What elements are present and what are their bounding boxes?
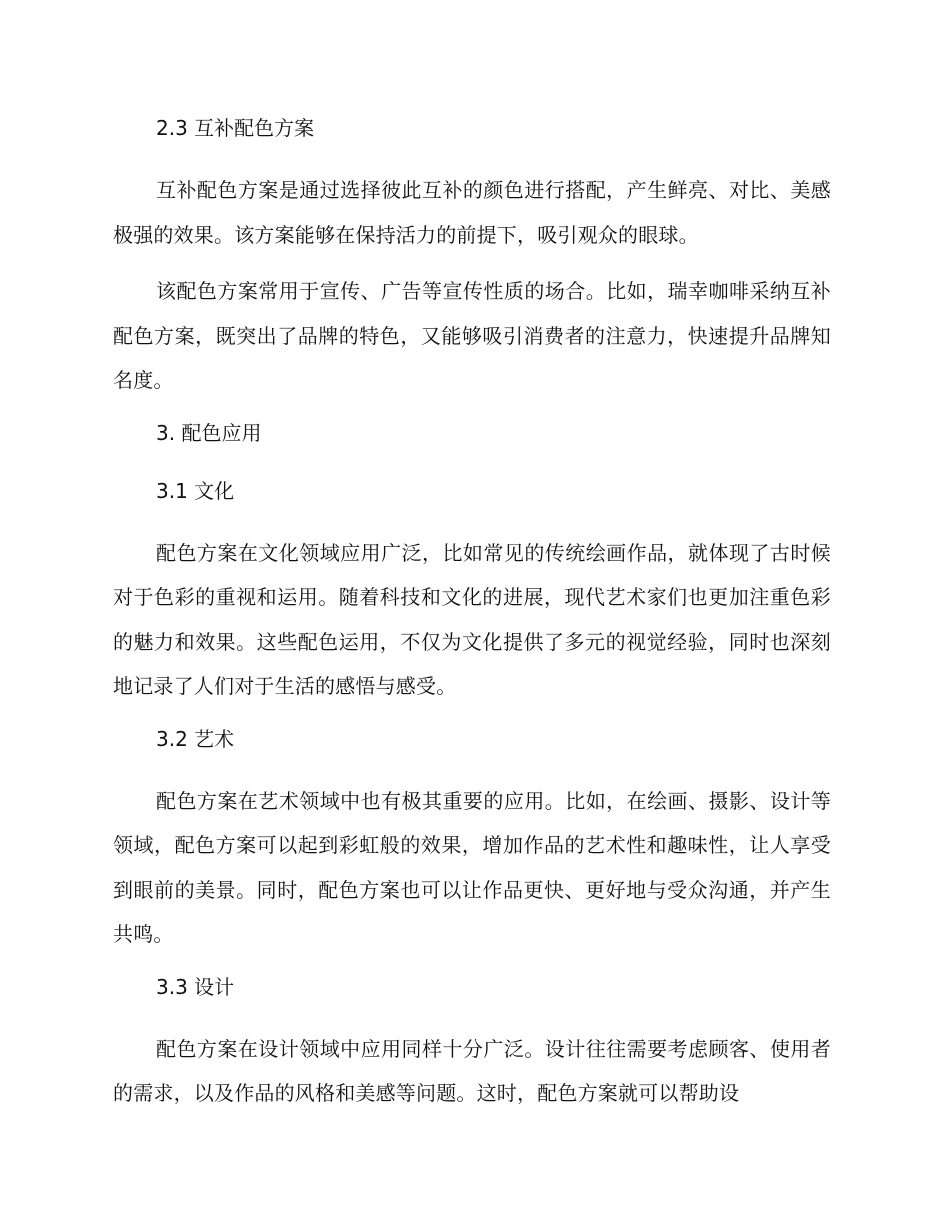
section-heading-3: 3. 配色应用: [156, 420, 262, 445]
paragraph: 该配色方案常用于宣传、广告等宣传性质的场合。比如，瑞幸咖啡采纳互补配色方案，既突出了品牌的特色，又能够吸引消费者的注意力，快速提升品牌知名度。: [113, 279, 831, 392]
paragraph: 配色方案在设计领域中应用同样十分广泛。设计往往需要考虑顾客、使用者的需求，以及作品的风格和美感等问题。这时，配色方案就可以帮助设: [113, 1036, 831, 1105]
paragraph: 配色方案在艺术领域中也有极其重要的应用。比如，在绘画、摄影、设计等领域，配色方案可以起到彩虹般的效果，增加作品的艺术性和趣味性，让人享受到眼前的美景。同时，配色方案也可以让作品更快、更好地与受众沟通，并产生共鸣。: [113, 788, 831, 946]
section-heading-3-3: 3.3 设计: [156, 974, 235, 999]
paragraph: 互补配色方案是通过选择彼此互补的颜色进行搭配，产生鲜亮、对比、美感极强的效果。该方案能够在保持活力的前提下，吸引观众的眼球。: [113, 178, 831, 247]
section-heading-2-3: 2.3 互补配色方案: [156, 116, 315, 140]
paragraph: 配色方案在文化领域应用广泛，比如常见的传统绘画作品，就体现了古时候对于色彩的重视和运用。随着科技和文化的进展，现代艺术家们也更加注重色彩的魅力和效果。这些配色运用，不仅为文化提供了多元的视觉经验，同时也深刻地记录了人们对于生活的感悟与感受。: [113, 540, 831, 698]
section-heading-3-2: 3.2 艺术: [156, 726, 235, 751]
section-heading-3-1: 3.1 文化: [156, 478, 235, 503]
document-page: [113, 110, 831, 1128]
